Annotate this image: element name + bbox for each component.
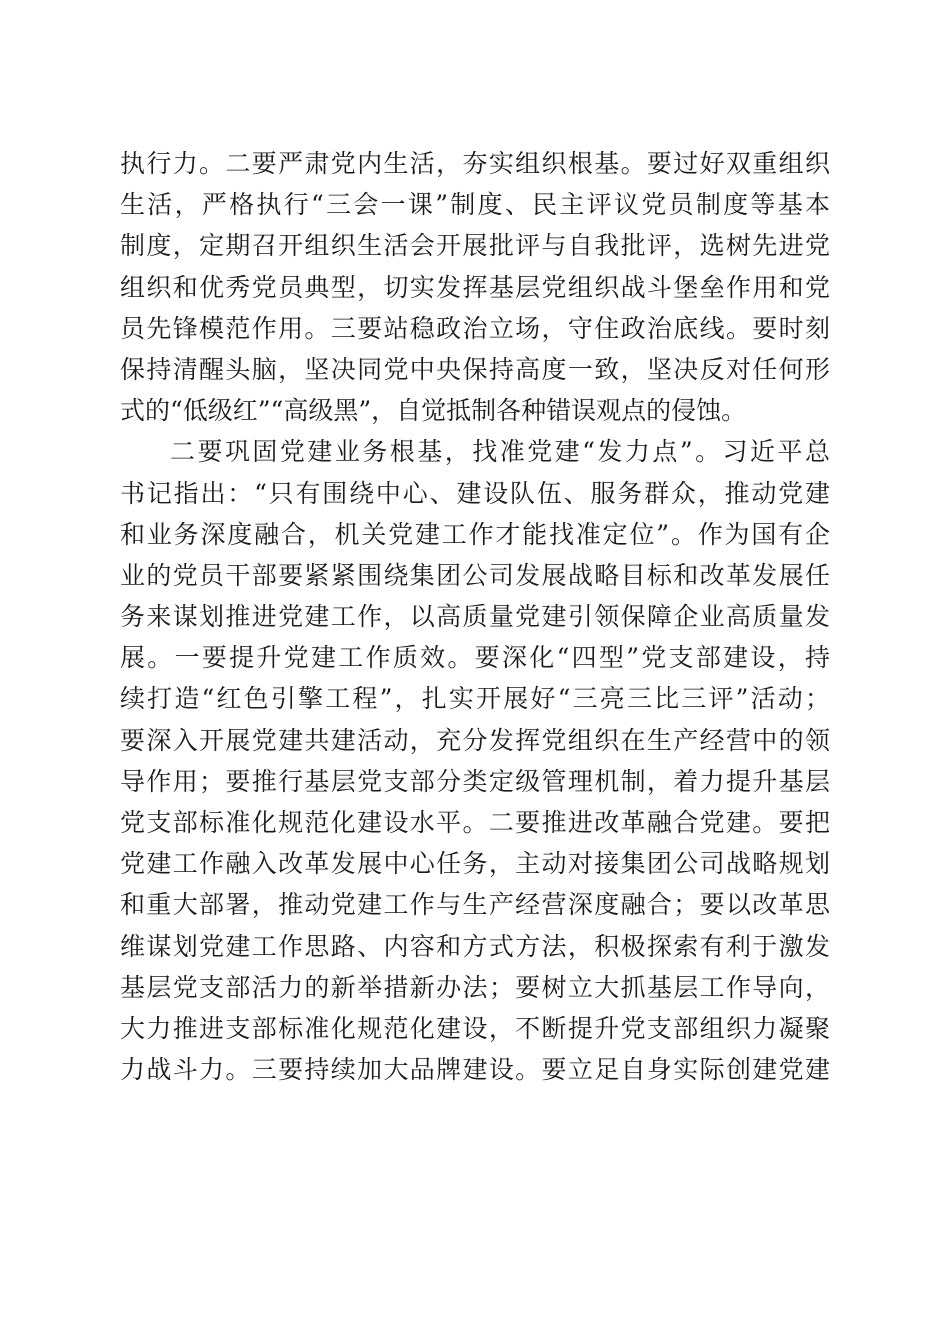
- text-line-23: 力战斗力。三要持续加大品牌建设。要立足自身实际创建党建: [120, 1055, 830, 1085]
- text-line-22: 大力推进支部标准化规范化建设，不断提升党支部组织力凝聚: [120, 1013, 830, 1043]
- text-line-14: 续打造“红色引擎工程”，扎实开展好“三亮三比三评”活动；: [120, 684, 830, 714]
- text-line-21: 基层党支部活力的新举措新办法；要树立大抓基层工作导向，: [120, 972, 830, 1002]
- text-line-13: 展。一要提升党建工作质效。要深化“四型”党支部建设，持: [120, 643, 830, 673]
- text-line-9: 书记指出：“只有围绕中心、建设队伍、服务群众，推动党建: [120, 478, 830, 508]
- text-line-20: 维谋划党建工作思路、内容和方式方法，积极探索有利于激发: [120, 931, 830, 961]
- text-line-12: 务来谋划推进党建工作，以高质量党建引领保障企业高质量发: [120, 602, 830, 632]
- text-line-18: 党建工作融入改革发展中心任务，主动对接集团公司战略规划: [120, 849, 830, 879]
- text-line-7: 式的“低级红”“高级黑”，自觉抵制各种错误观点的侵蚀。: [120, 396, 747, 426]
- text-line-3: 制度，定期召开组织生活会开展批评与自我批评，选树先进党: [120, 231, 830, 261]
- text-line-1: 执行力。二要严肃党内生活，夯实组织根基。要过好双重组织: [120, 149, 830, 178]
- text-line-6: 保持清醒头脑，坚决同党中央保持高度一致，坚决反对任何形: [120, 354, 830, 384]
- text-line-16: 导作用；要推行基层党支部分类定级管理机制，着力提升基层: [120, 766, 830, 796]
- text-line-15: 要深入开展党建共建活动，充分发挥党组织在生产经营中的领: [120, 725, 830, 755]
- text-line-5: 员先锋模范作用。三要站稳政治立场，守住政治底线。要时刻: [120, 313, 830, 343]
- text-line-2: 生活，严格执行“三会一课”制度、民主评议党员制度等基本: [120, 190, 830, 220]
- text-line-8: 二要巩固党建业务根基，找准党建“发力点”。习近平总: [170, 437, 830, 467]
- text-line-19: 和重大部署，推动党建工作与生产经营深度融合；要以改革思: [120, 890, 830, 920]
- text-line-4: 组织和优秀党员典型，切实发挥基层党组织战斗堡垒作用和党: [120, 272, 830, 302]
- text-line-11: 业的党员干部要紧紧围绕集团公司发展战略目标和改革发展任: [120, 560, 830, 590]
- body-text: [120, 143, 830, 1090]
- text-line-10: 和业务深度融合，机关党建工作才能找准定位”。作为国有企: [120, 519, 830, 549]
- text-line-17: 党支部标准化规范化建设水平。二要推进改革融合党建。要把: [120, 808, 830, 837]
